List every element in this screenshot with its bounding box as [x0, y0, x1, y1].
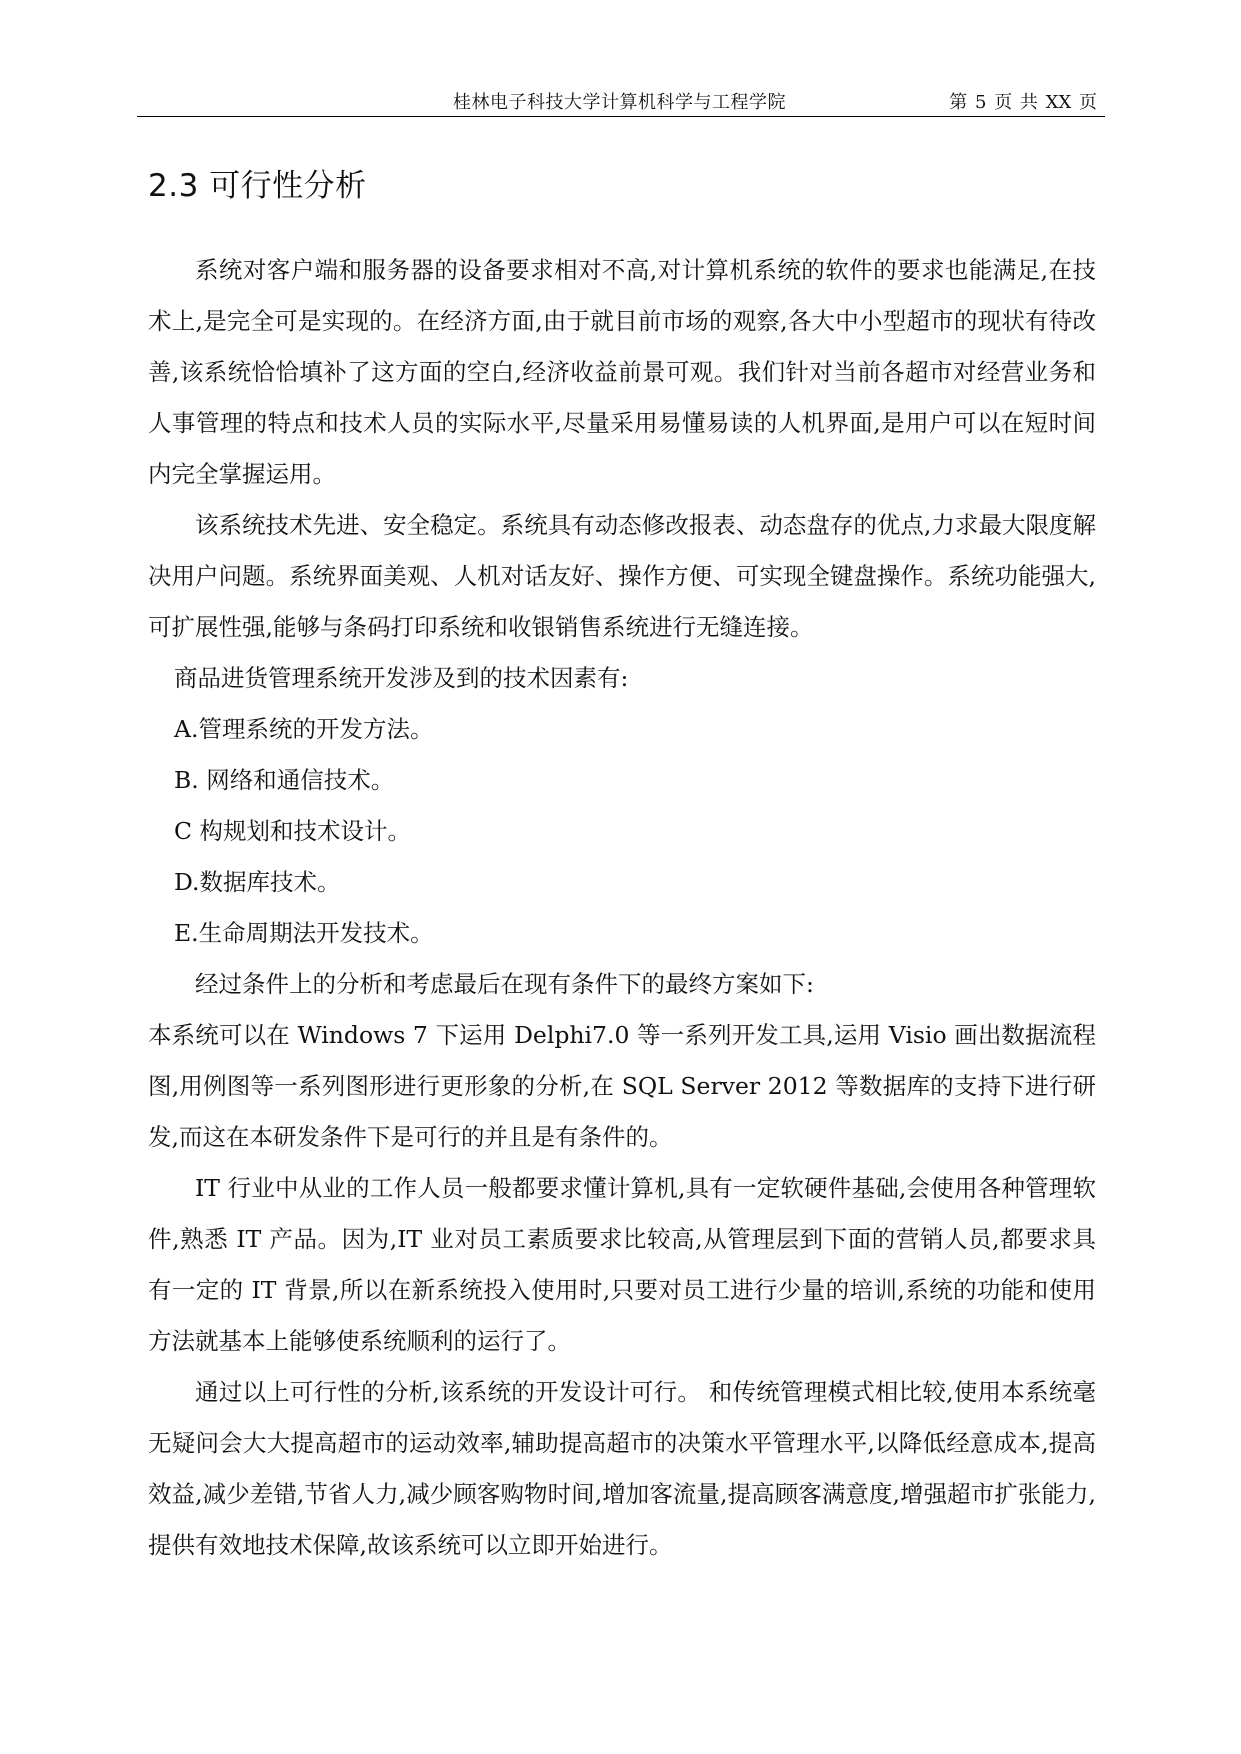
paragraph-technical-advantages: 该系统技术先进、安全稳定。系统具有动态修改报表、动态盘存的优点,力求最大限度解决用户问题。系统界面美观、人机对话友好、操作方便、可实现全键盘操作。系统功能强大,可扩展性强,能够与条码打印系统和收银销售系统进行无缝连接。	[148, 511, 1097, 641]
header-school-name: 桂林电子科技大学计算机科学与工程学院	[453, 92, 786, 113]
paragraph-staff-requirements: IT 行业中从业的工作人员一般都要求懂计算机,具有一定软硬件基础,会使用各种管理软件,熟悉 IT 产品。因为,IT 业对员工素质要求比较高,从管理层到下面的营销人员,都要求具有一定的 IT 背景,所以在新系统投入使用时,只要对员工进行少量的培训,系统的功能和使用方法就基本上能够使系统顺利的运行了。	[148, 1174, 1096, 1355]
paragraph-final-plan: 本系统可以在 Windows 7 下运用 Delphi7.0 等一系列开发工具,运用 Visio 画出数据流程图,用例图等一系列图形进行更形象的分析,在 SQL Server 2012 等数据库的支持下进行研发,而这在本研发条件下是可行的并且是有条件的。	[148, 1021, 1096, 1151]
page-header	[137, 86, 1105, 117]
list-item: C 构规划和技术设计。	[174, 817, 411, 845]
list-item: E.生命周期法开发技术。	[174, 919, 434, 947]
paragraph-feasibility-overview: 系统对客户端和服务器的设备要求相对不高,对计算机系统的软件的要求也能满足,在技术上,是完全可是实现的。在经济方面,由于就目前市场的观察,各大中小型超市的现状有待改善,该系统恰恰填补了这方面的空白,经济收益前景可观。我们针对当前各超市对经营业务和人事管理的特点和技术人员的实际水平,尽量采用易懂易读的人机界面,是用户可以在短时间内完全掌握运用。	[148, 256, 1096, 488]
paragraph-conclusion: 通过以上可行性的分析,该系统的开发设计可行。 和传统管理模式相比较,使用本系统毫无疑问会大大提高超市的运动效率,辅助提高超市的决策水平管理水平,以降低经意成本,提高效益,减少差错,节省人力,减少顾客购物时间,增加客流量,提高顾客满意度,增强超市扩张能力,提供有效地技术保障,故该系统可以立即开始进行。	[148, 1378, 1096, 1559]
paragraph-final-plan-intro: 经过条件上的分析和考虑最后在现有条件下的最终方案如下:	[195, 970, 814, 998]
paragraph-tech-factors-intro: 商品进货管理系统开发涉及到的技术因素有:	[174, 664, 629, 692]
list-item: B. 网络和通信技术。	[174, 766, 395, 794]
list-item: D.数据库技术。	[174, 868, 341, 896]
document-body	[148, 245, 1096, 1571]
header-page-number: 第 5 页 共 XX 页	[949, 92, 1097, 113]
list-item: A.管理系统的开发方法。	[174, 715, 434, 743]
section-title: 2.3 可行性分析	[148, 168, 367, 204]
